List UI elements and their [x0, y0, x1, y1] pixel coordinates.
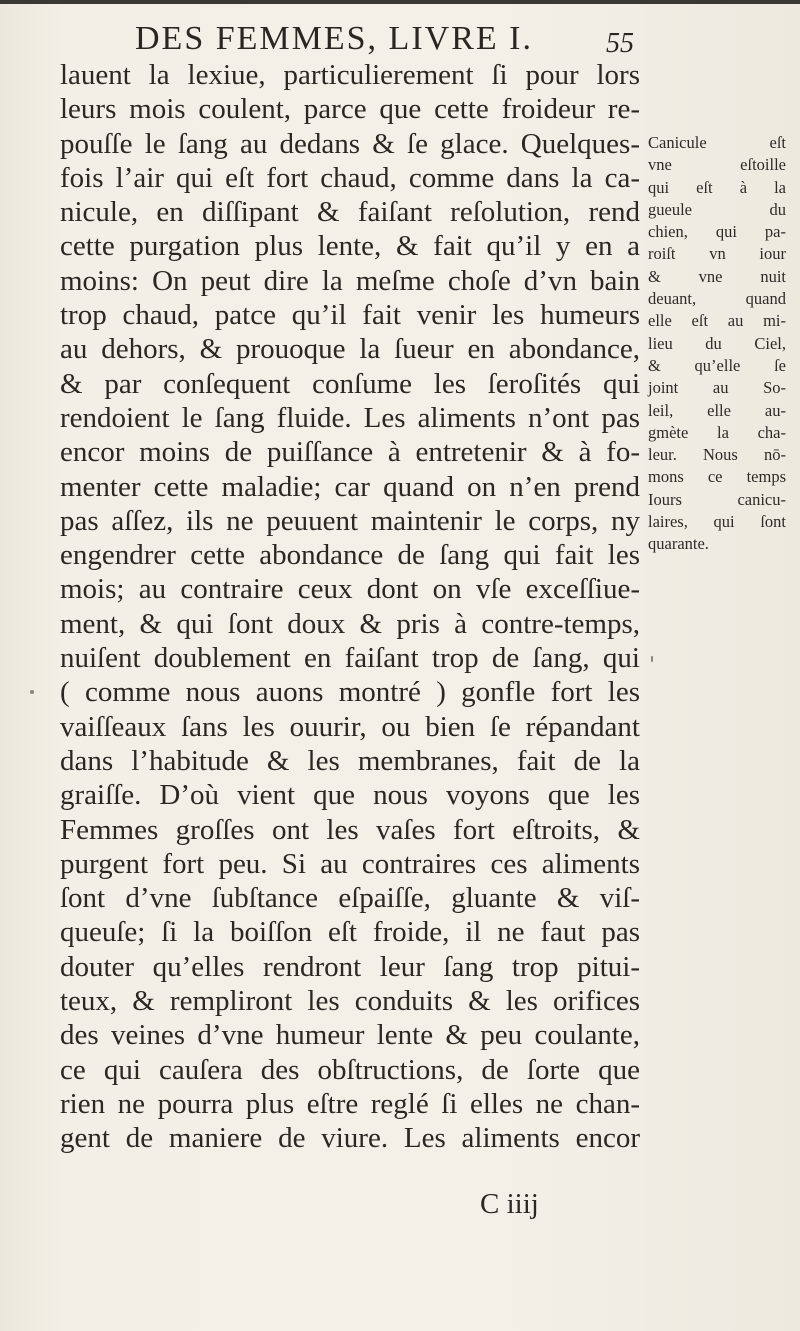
text-line: nuiſent doublement en faiſant trop de ſang, qui: [60, 642, 640, 675]
note-line: qui eſt à la: [648, 177, 786, 197]
note-line: elle eſt au mi-: [648, 311, 786, 331]
text-line: engendrer cette abondance de ſang qui fait les: [60, 539, 640, 572]
running-title: DES FEMMES, LIVRE I.: [135, 20, 533, 57]
text-line: rendoient le ſang fluide. Les aliments n’ont pas: [60, 401, 640, 434]
text-line: au dehors, & prouoque la ſueur en abondance,: [60, 333, 640, 366]
note-line: leur. Nous nō-: [648, 445, 786, 465]
text-line: rien ne pourra plus eſtre reglé ſi elles ne chan-: [60, 1087, 640, 1120]
note-line: Canicule eſt: [648, 133, 786, 152]
note-line: gmète la cha-: [648, 422, 786, 442]
text-line: nicule, en diſſipant & faiſant reſolution, rend: [60, 196, 640, 229]
ink-speck: [30, 690, 34, 694]
text-line: ment, & qui ſont doux & pris à contre-temps,: [60, 607, 640, 640]
text-line: Femmes groſſes ont les vaſes fort eſtroits, &: [60, 813, 640, 846]
text-line: leurs mois coulent, parce que cette froideur re-: [60, 93, 640, 126]
text-line: vaiſſeaux ſans les ouurir, ou bien ſe répandant: [60, 710, 640, 743]
note-line: mons ce temps: [648, 467, 786, 487]
page-number: 55: [606, 28, 634, 59]
note-line: leil, elle au-: [648, 400, 786, 420]
note-line: & qu’elle ſe: [648, 355, 786, 375]
text-line: graiſſe. D’où vient que nous voyons que les: [60, 779, 640, 812]
note-line: quarante.: [648, 534, 709, 554]
text-line: trop chaud, patce qu’il fait venir les humeurs: [60, 299, 640, 332]
top-edge-rule: [0, 0, 800, 4]
page-footer: [60, 1188, 640, 1224]
text-line: des veines d’vne humeur lente & peu coulante,: [60, 1019, 640, 1052]
text-line: purgent fort peu. Si au contraires ces aliments: [60, 847, 640, 880]
text-line: ſont d’vne ſubſtance eſpaiſſe, gluante & viſ-: [60, 882, 640, 915]
signature-mark: C iiij: [480, 1188, 539, 1220]
note-line: & vne nuit: [648, 266, 786, 286]
note-line: joint au So-: [648, 378, 786, 398]
text-line: dans l’habitude & les membranes, fait de la: [60, 744, 640, 777]
text-line: pouſſe le ſang au dedans & ſe glace. Quelques-: [60, 127, 640, 160]
marginal-note: [648, 132, 786, 556]
text-line: douter qu’elles rendront leur ſang trop pitui-: [60, 950, 640, 983]
text-line: & par conſequent conſume les ſeroſités qui: [60, 367, 640, 400]
text-line: menter cette maladie; car quand on n’en prend: [60, 470, 640, 503]
text-line: queuſe; ſi la boiſſon eſt froide, il ne faut pas: [60, 916, 640, 949]
main-text-block: [60, 58, 640, 1156]
text-line: mois; au contraire ceux dont on vſe exceſſiue-: [60, 573, 640, 606]
text-line: fois l’air qui eſt fort chaud, comme dans la ca-: [60, 161, 640, 194]
note-line: roiſt vn iour: [648, 244, 786, 264]
text-line: gent de maniere de viure. Les aliments encor: [60, 1122, 640, 1155]
text-line: ( comme nous auons montré ) gonfle fort les: [60, 676, 640, 709]
note-line: Iours canicu-: [648, 489, 786, 509]
note-line: gueule du: [648, 199, 786, 219]
note-line: vne eſtoille: [648, 155, 786, 175]
text-line: cette purgation plus lente, & fait qu’il y en a: [60, 230, 640, 263]
text-line: moins: On peut dire la meſme choſe d’vn bain: [60, 264, 640, 297]
text-line: lauent la lexiue, particulierement ſi pour lors: [60, 59, 640, 91]
text-line: teux, & rempliront les conduits & les orifices: [60, 985, 640, 1018]
note-line: laires, qui ſont: [648, 512, 786, 532]
ink-speck: [651, 656, 653, 662]
text-line: pas aſſez, ils ne peuuent maintenir le corps, ny: [60, 504, 640, 537]
note-line: lieu du Ciel,: [648, 333, 786, 353]
text-line: encor moins de puiſſance à entretenir & à fo-: [60, 436, 640, 469]
note-line: chien, qui pa-: [648, 222, 786, 242]
page-header: [0, 16, 800, 60]
note-line: deuant, quand: [648, 289, 786, 309]
text-line: ce qui cauſera des obſtructions, de ſorte que: [60, 1053, 640, 1086]
